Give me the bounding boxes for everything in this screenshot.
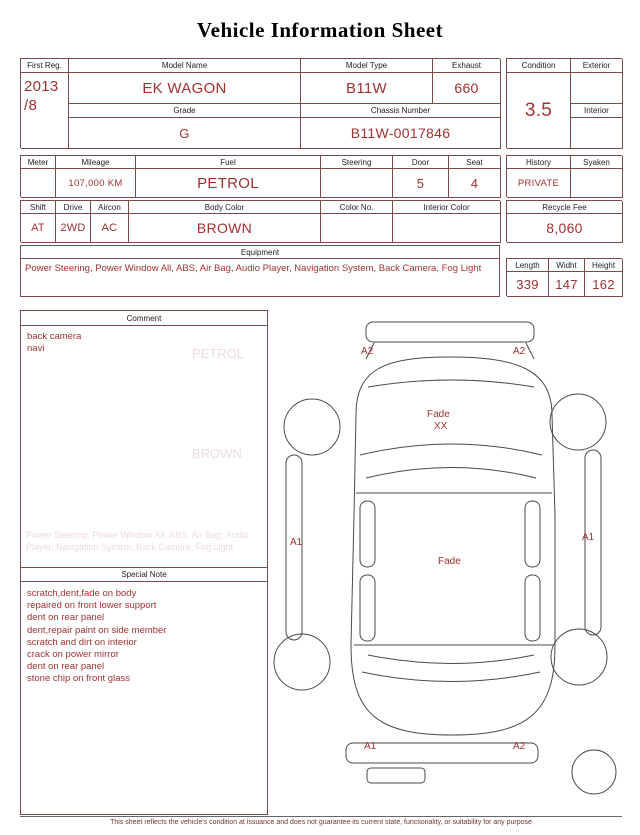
steering-label: Steering xyxy=(321,156,393,169)
comment-line: back camera xyxy=(27,331,82,342)
car-body-outline xyxy=(351,357,555,735)
mileage-label: Mileage xyxy=(56,156,136,169)
first-reg-value xyxy=(21,73,69,149)
special-note-line: repaired on front lower support xyxy=(27,600,157,612)
comment-panel xyxy=(20,310,268,815)
bleed-through-text: Power Steering, Power Window All, ABS, Air Bag, Audio xyxy=(26,530,249,540)
special-note-line: dent,repair paint on side member xyxy=(27,624,167,636)
aircon-value: AC xyxy=(91,214,129,243)
seat-value: 4 xyxy=(449,169,501,198)
color-no-label: Color No. xyxy=(321,201,393,214)
front-right-joint-line xyxy=(526,343,534,359)
shift-value: AT xyxy=(21,214,56,243)
body-color-value: BROWN xyxy=(129,214,321,243)
height-value: 162 xyxy=(585,272,623,297)
damage-mark-a2-front-left: A2 xyxy=(361,346,374,357)
dimensions-table xyxy=(506,258,622,296)
exhaust-label: Exhaust xyxy=(433,59,501,73)
right-front-door-panel xyxy=(525,501,540,567)
bleed-through-text: PETROL xyxy=(192,346,245,361)
rear-window-top-line xyxy=(368,655,534,664)
special-note-line: stone chip on front glass xyxy=(27,673,130,685)
meter-label: Meter xyxy=(21,156,56,169)
fuel-label: Fuel xyxy=(136,156,321,169)
damage-mark-fade-roof: Fade xyxy=(438,556,461,567)
seat-label: Seat xyxy=(449,156,501,169)
chassis-number-value: B11W-0017846 xyxy=(301,118,501,149)
front-right-wheel xyxy=(550,394,606,450)
first-reg-label: First Reg. xyxy=(21,59,69,73)
special-note-line: scratch and dirt on interior xyxy=(27,636,137,648)
footer-disclaimer: This sheet reflects the vehicle's condition at issuance and does not guarantee its current state, functionality, or suitability for any purpose xyxy=(20,816,622,826)
left-rear-door-panel xyxy=(360,575,375,641)
condition-label: Condition xyxy=(507,59,571,73)
damage-mark-a1-left-side: A1 xyxy=(290,537,303,548)
condition-table xyxy=(506,58,622,148)
shift-label: Shift xyxy=(21,201,56,214)
condition-score: 3.5 xyxy=(507,73,571,149)
comment-header: Comment xyxy=(21,311,267,326)
front-left-wheel xyxy=(284,399,340,455)
damage-mark-xx-hood: XX xyxy=(434,421,448,432)
model-type-value: B11W xyxy=(301,73,433,104)
interior-label: Interior xyxy=(571,104,623,118)
interior-color-value xyxy=(393,214,501,243)
steering-value xyxy=(321,169,393,198)
damage-mark-a1-right-side: A1 xyxy=(582,532,595,543)
door-label: Door xyxy=(393,156,449,169)
fuel-value: PETROL xyxy=(136,169,321,198)
interior-grade-cell xyxy=(571,118,623,149)
spare-tire xyxy=(572,750,616,794)
front-bumper-shape xyxy=(366,322,534,342)
special-note-text xyxy=(27,588,263,686)
height-label: Height xyxy=(585,259,623,272)
left-front-door-panel xyxy=(360,501,375,567)
drive-value: 2WD xyxy=(56,214,91,243)
spec-row-1 xyxy=(20,155,500,197)
rear-left-wheel xyxy=(274,634,330,690)
damage-mark-a1-rear-left: A1 xyxy=(364,741,377,752)
hood-line xyxy=(368,380,534,387)
equipment-list: Power Steering, Power Window All, ABS, Air Bag, Audio Player, Navigation System, Back Camera, Fog Light xyxy=(25,263,482,274)
right-rear-door-panel xyxy=(525,575,540,641)
damage-mark-a2-rear-right: A2 xyxy=(513,741,526,752)
rear-window-bottom-line xyxy=(362,672,540,682)
damage-mark-fade-hood: Fade xyxy=(427,409,450,420)
history-table xyxy=(506,155,622,197)
damage-mark-a2-front-right: A2 xyxy=(513,346,526,357)
history-value: PRIVATE xyxy=(507,169,571,198)
special-note-line: scratch,dent,fade on body xyxy=(27,588,137,599)
first-reg-month: /8 xyxy=(24,96,38,114)
model-name-value: EK WAGON xyxy=(69,73,301,104)
recycle-fee-label: Recycle Fee xyxy=(507,201,623,214)
top-info-table xyxy=(20,58,500,148)
recycle-fee-table xyxy=(506,200,622,242)
car-diagram xyxy=(272,315,628,805)
equipment-label: Equipment xyxy=(21,246,499,259)
exterior-label: Exterior xyxy=(571,59,623,73)
spec-row-2 xyxy=(20,200,500,242)
special-note-line: dent on rear panel xyxy=(27,612,105,624)
width-value: 147 xyxy=(549,272,585,297)
grade-label: Grade xyxy=(69,104,301,118)
rear-plate-shape xyxy=(367,768,425,783)
equipment-box xyxy=(20,245,500,297)
bleed-through-text: Player, Navigation System, Back Camera, Fog Light xyxy=(26,542,234,552)
windshield-top-line xyxy=(360,444,542,455)
body-color-label: Body Color xyxy=(129,201,321,214)
comment-line: navi xyxy=(27,343,45,355)
recycle-fee-value: 8,060 xyxy=(507,214,623,243)
length-value: 339 xyxy=(507,272,549,297)
model-type-label: Model Type xyxy=(301,59,433,73)
windshield-bottom-line xyxy=(366,468,536,479)
rear-right-wheel xyxy=(551,629,607,685)
chassis-number-label: Chassis Number xyxy=(301,104,501,118)
interior-color-label: Interior Color xyxy=(393,201,501,214)
mileage-value: 107,000 KM xyxy=(56,169,136,198)
color-no-value xyxy=(321,214,393,243)
special-note-line: crack on power mirror xyxy=(27,649,119,661)
model-name-label: Model Name xyxy=(69,59,301,73)
first-reg-year: 2013 xyxy=(24,78,59,95)
width-label: Widht xyxy=(549,259,585,272)
door-value: 5 xyxy=(393,169,449,198)
grade-value: G xyxy=(69,118,301,149)
syaken-value xyxy=(571,169,623,198)
history-label: History xyxy=(507,156,571,169)
page-title: Vehicle Information Sheet xyxy=(196,18,444,42)
exterior-grade-cell xyxy=(571,73,623,104)
bleed-through-text: BROWN xyxy=(192,446,242,461)
special-note-line: dent on rear panel xyxy=(27,661,105,673)
drive-label: Drive xyxy=(56,201,91,214)
syaken-label: Syaken xyxy=(571,156,623,169)
meter-value xyxy=(21,169,56,198)
special-note-header: Special Note xyxy=(21,567,267,582)
exhaust-value: 660 xyxy=(433,73,501,104)
aircon-label: Aircon xyxy=(91,201,129,214)
length-label: Length xyxy=(507,259,549,272)
